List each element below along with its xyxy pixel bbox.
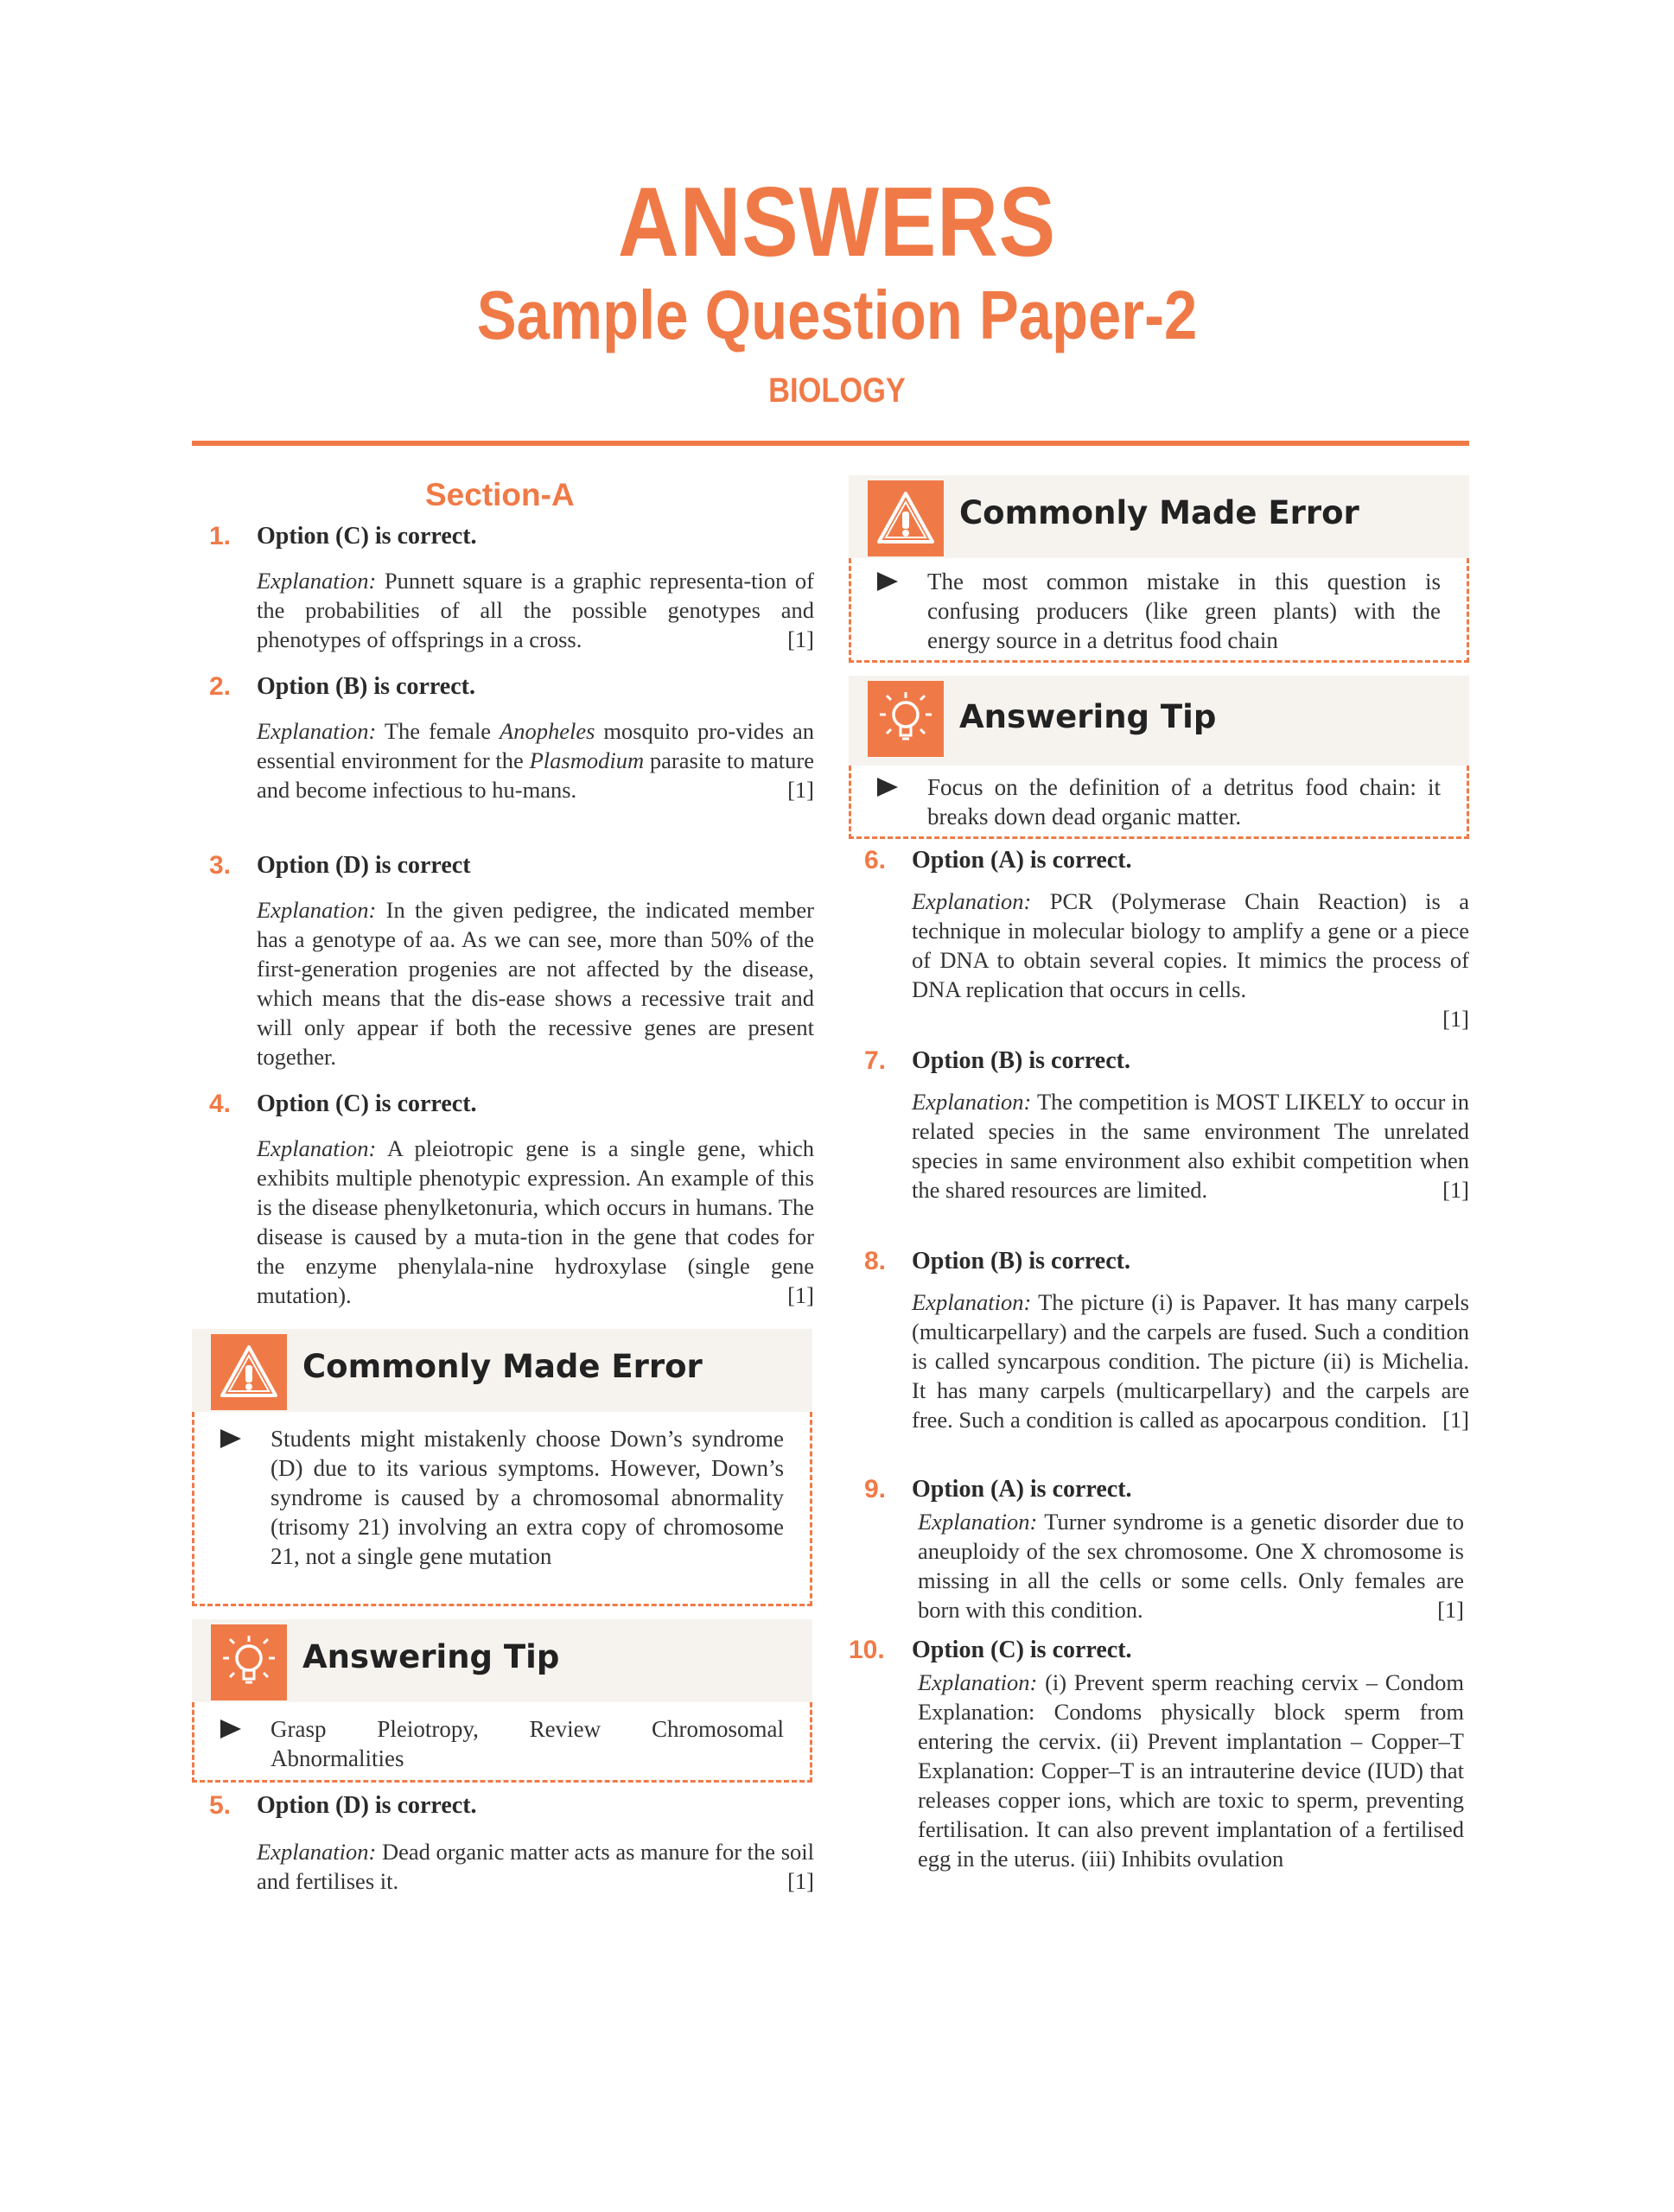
box-header: [849, 676, 1469, 766]
mark-badge: [1]: [787, 777, 814, 803]
box-text: The most common mistake in this question is confusing producers (like green plants) with the energy source in a detritus food chain: [927, 569, 1441, 653]
question-answer: Option (D) is correct.: [257, 1792, 477, 1819]
warning-icon: [868, 480, 944, 556]
question-number: 1.: [209, 522, 232, 550]
species-name: Plasmodium: [529, 747, 645, 773]
answering-tip-box: [849, 676, 1469, 840]
question-explanation: [257, 1837, 814, 1896]
box-header: [192, 1619, 812, 1702]
box-title: Answering Tip: [302, 1638, 560, 1675]
explanation-label: Explanation:: [918, 1669, 1038, 1695]
explanation-text: The picture (i) is Papaver. It has many carpels (multicarpellary) and the carpels are fused. Such a condition is called syncarpous condition. The picture (ii) is Michelia. It has many carpels (multicarpellary) and the carpels are free. Such a condition is called as apocarpous condition.: [912, 1289, 1469, 1433]
question-explanation: [912, 887, 1469, 1033]
explanation-text: mosquito pro-vides an essential environment for the: [257, 718, 815, 773]
explanation-text: parasite to mature and become infectious to hu-mans.: [257, 747, 814, 803]
box-body: [192, 1412, 812, 1606]
mark-badge: [1]: [1442, 1407, 1469, 1433]
lightbulb-icon: [868, 681, 944, 757]
question-number: 4.: [209, 1090, 232, 1118]
page-subtitle: Sample Question Paper-2: [476, 276, 1198, 353]
bullet-arrow-icon: [877, 572, 898, 591]
explanation-label: Explanation:: [257, 1135, 377, 1161]
question-number: 2.: [209, 672, 232, 701]
explanation-text: The female: [376, 718, 500, 744]
question-number: 3.: [209, 851, 232, 880]
box-text: Focus on the definition of a detritus food chain: it breaks down dead organic matter.: [927, 774, 1441, 830]
lightbulb-icon: [211, 1624, 287, 1700]
question-explanation: [918, 1507, 1464, 1624]
mark-badge: [1]: [1442, 1177, 1469, 1203]
box-title: Commonly Made Error: [302, 1348, 703, 1385]
question-number: 9.: [864, 1475, 887, 1503]
explanation-text: PCR (Polymerase Chain Reaction) is a technique in molecular biology to amplify a gene or a piece of DNA to obtain several copies. It mimics the process of DNA replication that occurs in cells.: [912, 888, 1469, 1002]
question-answer: Option (A) is correct.: [912, 1476, 1132, 1503]
box-header: [849, 475, 1469, 558]
box-body: [192, 1702, 812, 1783]
question-number: 5.: [209, 1791, 232, 1820]
question-answer: Option (A) is correct.: [912, 847, 1132, 874]
question-explanation: [918, 1668, 1464, 1873]
subject-label: BIOLOGY: [768, 372, 906, 410]
box-text: Grasp Pleiotropy, Review Chromosomal Abnormalities: [271, 1716, 784, 1771]
question-number: 7.: [864, 1046, 887, 1075]
mark-badge: [1]: [787, 1868, 814, 1894]
question-answer: Option (C) is correct.: [257, 1090, 477, 1117]
answering-tip-box: [192, 1619, 812, 1783]
mark-badge: [1]: [1442, 1006, 1469, 1032]
explanation-text: Punnett square is a graphic representa-tion of the probabilities of all the possible genotypes and phenotypes of offsprings in a cross.: [257, 568, 814, 652]
question-explanation: [257, 1134, 814, 1310]
commonly-made-error-box: [192, 1329, 812, 1607]
header-divider: [192, 441, 1469, 446]
explanation-label: Explanation:: [918, 1509, 1038, 1535]
question-answer: Option (C) is correct.: [257, 523, 477, 550]
question-number: 10.: [849, 1636, 885, 1664]
question-number: 6.: [864, 846, 887, 874]
question-explanation: [257, 716, 814, 804]
question-number: 8.: [864, 1247, 887, 1275]
mark-badge: [1]: [787, 626, 814, 652]
question-explanation: [912, 1087, 1469, 1205]
explanation-text: Dead organic matter acts as manure for the soil and fertilises it.: [257, 1839, 814, 1894]
question-answer: Option (B) is correct.: [912, 1248, 1130, 1274]
question-explanation: [257, 566, 814, 654]
question-answer: Option (C) is correct.: [912, 1637, 1132, 1663]
question-answer: Option (B) is correct.: [912, 1047, 1130, 1074]
mark-badge: [1]: [787, 1282, 814, 1308]
explanation-text: In the given pedigree, the indicated member has a genotype of aa. As we can see, more than 50% of the first-generation progenies are not affected by the disease, which means that the dis-ease shows a recessive trait and will only appear if both the recessive genes are present together.: [257, 897, 814, 1070]
explanation-label: Explanation:: [257, 1839, 377, 1865]
box-title: Commonly Made Error: [959, 494, 1359, 531]
explanation-text: The competition is MOST LIKELY to occur in related species in the same environment The unrelated species in same environment also exhibit competition when the shared resources are limited.: [912, 1089, 1469, 1203]
explanation-label: Explanation:: [912, 1289, 1032, 1315]
box-body: [849, 766, 1469, 839]
box-text: Students might mistakenly choose Down’s syndrome (D) due to its various symptoms. However, Down’s syndrome is caused by a chromosomal abnormality (trisomy 21) involving an extra copy of chromosome 21, not a single gene mutation: [271, 1426, 784, 1569]
box-body: [849, 558, 1469, 663]
page-title: ANSWERS: [617, 168, 1057, 277]
explanation-label: Explanation:: [912, 888, 1032, 914]
question-explanation: [912, 1287, 1469, 1434]
mark-badge: [1]: [1437, 1597, 1464, 1623]
question-answer: Option (B) is correct.: [257, 673, 475, 700]
explanation-label: Explanation:: [257, 897, 377, 923]
section-title: Section-A: [425, 477, 575, 512]
bullet-arrow-icon: [220, 1719, 241, 1738]
explanation-label: Explanation:: [257, 718, 377, 744]
explanation-text: A pleiotropic gene is a single gene, which exhibits multiple phenotypic expression. An example of this is the disease phenylketonuria, which occurs in humans. The disease is caused by a muta-tion in the gene that codes for the enzyme phenylala-nine hydroxylase (single gene mutation).: [257, 1135, 814, 1308]
box-title: Answering Tip: [959, 698, 1217, 735]
explanation-text: (i) Prevent sperm reaching cervix – Condom Explanation: Condoms physically block sperm from entering the cervix. (ii) Prevent implantation – Copper–T Explanation: Copper–T is an intrauterine device (IUD) that releases copper ions, which are toxic to sperm, preventing fertilisation. It can also prevent implantation of a fertilised egg in the uterus. (iii) Inhibits ovulation: [918, 1669, 1464, 1872]
warning-icon: [211, 1334, 287, 1410]
bullet-arrow-icon: [877, 778, 898, 797]
box-header: [192, 1329, 812, 1412]
species-name: Anopheles: [500, 718, 595, 744]
question-answer: Option (D) is correct: [257, 852, 471, 879]
question-explanation: [257, 895, 814, 1071]
commonly-made-error-box: [849, 475, 1469, 664]
bullet-arrow-icon: [220, 1429, 241, 1448]
explanation-label: Explanation:: [257, 568, 377, 594]
explanation-text: Turner syndrome is a genetic disorder due to aneuploidy of the sex chromosome. One X chromosome is missing in all the cells or some cells. Only females are born with this condition.: [918, 1509, 1464, 1623]
explanation-label: Explanation:: [912, 1089, 1032, 1115]
